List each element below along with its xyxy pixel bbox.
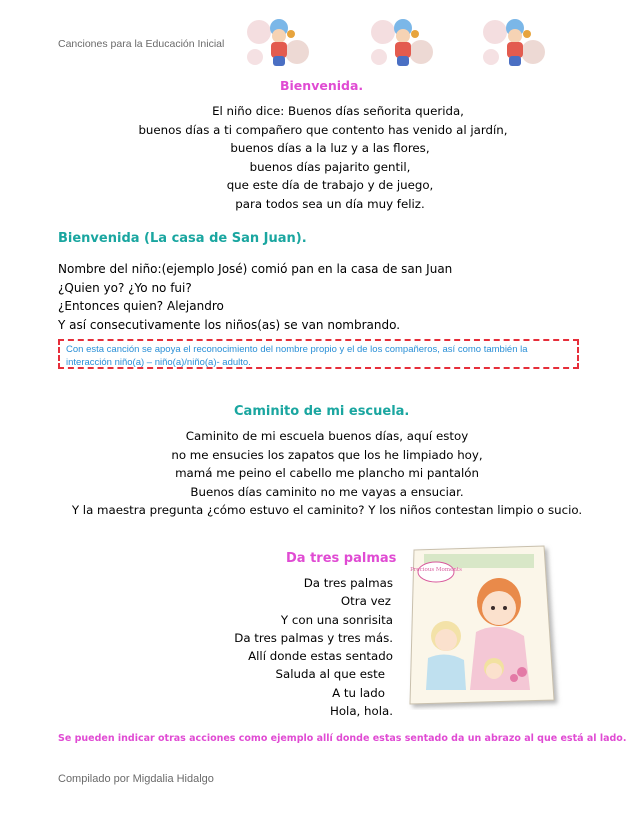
decorative-child-flowers-2 <box>369 12 435 72</box>
lyric-line: Otra vez <box>340 594 391 609</box>
casa-san-juan-lyrics <box>58 260 452 334</box>
lyric-line: que este día de trabajo y de juego, <box>226 178 434 192</box>
casa-san-juan-note: Con esta canción se apoya el reconocimiento del nombre propio y el de los compañeros, así como también la interacción niño(a) – niño(a)/niño(a)- adulto. <box>66 344 528 368</box>
decorative-child-flowers-3 <box>481 12 547 72</box>
section-title-bienvenida: Bienvenida. <box>280 78 364 93</box>
section-title-caminito: Caminito de mi escuela. <box>234 404 410 419</box>
lyric-line: Y así consecutivamente los niños(as) se van nombrando. <box>58 317 401 332</box>
lyric-line: ¿Quien yo? ¿Yo no fui? <box>58 280 192 295</box>
lyric-line: no me ensucies los zapatos que los he limpiado hoy, <box>171 447 483 462</box>
section-title-tres-palmas: Da tres palmas <box>286 551 397 566</box>
section-title-casa-san-juan: Bienvenida (La casa de San Juan). <box>58 231 307 246</box>
lyric-line: A tu lado <box>332 685 385 700</box>
lyric-line: mamá me peino el cabello me plancho mi pantalón <box>175 466 479 480</box>
bienvenida-lyrics <box>0 102 638 213</box>
precious-moments-illustration <box>404 540 564 710</box>
page-header: Canciones para la Educación Inicial <box>58 38 225 50</box>
lyric-line: buenos días a la luz y a las flores, <box>230 141 430 155</box>
page-footer: Compilado por Migdalia Hidalgo <box>58 773 214 785</box>
lyric-line: Saluda al que este <box>275 667 385 682</box>
lyric-line: Da tres palmas <box>303 576 393 590</box>
lyric-line: Da tres palmas y tres más. <box>234 630 393 645</box>
lyric-line: Nombre del niño:(ejemplo José) comió pan en la casa de san Juan <box>58 262 453 276</box>
lyric-line: Caminito de mi escuela buenos días, aquí estoy <box>185 429 469 443</box>
lyric-line: Allí donde estas sentado <box>248 649 393 664</box>
lyric-line: Y con una sonrisita <box>280 612 393 627</box>
picture-label: Precious Moments <box>410 567 462 573</box>
caminito-lyrics <box>0 427 638 520</box>
lyric-line: buenos días pajarito gentil, <box>249 159 411 174</box>
lyric-line: Hola, hola. <box>329 704 393 719</box>
lyric-line: para todos sea un día muy feliz. <box>235 196 425 211</box>
lyric-line: buenos días a ti compañero que contento has venido al jardín, <box>138 122 508 137</box>
tres-palmas-lyrics <box>180 574 393 720</box>
lyric-line: Y la maestra pregunta ¿cómo estuvo el caminito? Y los niños contestan limpio o sucio. <box>71 503 583 517</box>
lyric-line: ¿Entonces quien? Alejandro <box>58 299 224 313</box>
lyric-line: El niño dice: Buenos días señorita querida, <box>212 104 464 118</box>
tres-palmas-note: Se pueden indicar otras acciones como ejemplo allí donde estas sentado da un abrazo al que está al lado. <box>58 733 627 744</box>
lyric-line: Buenos días caminito no me vayas a ensuciar. <box>190 484 464 499</box>
decorative-child-flowers-1 <box>245 12 311 72</box>
